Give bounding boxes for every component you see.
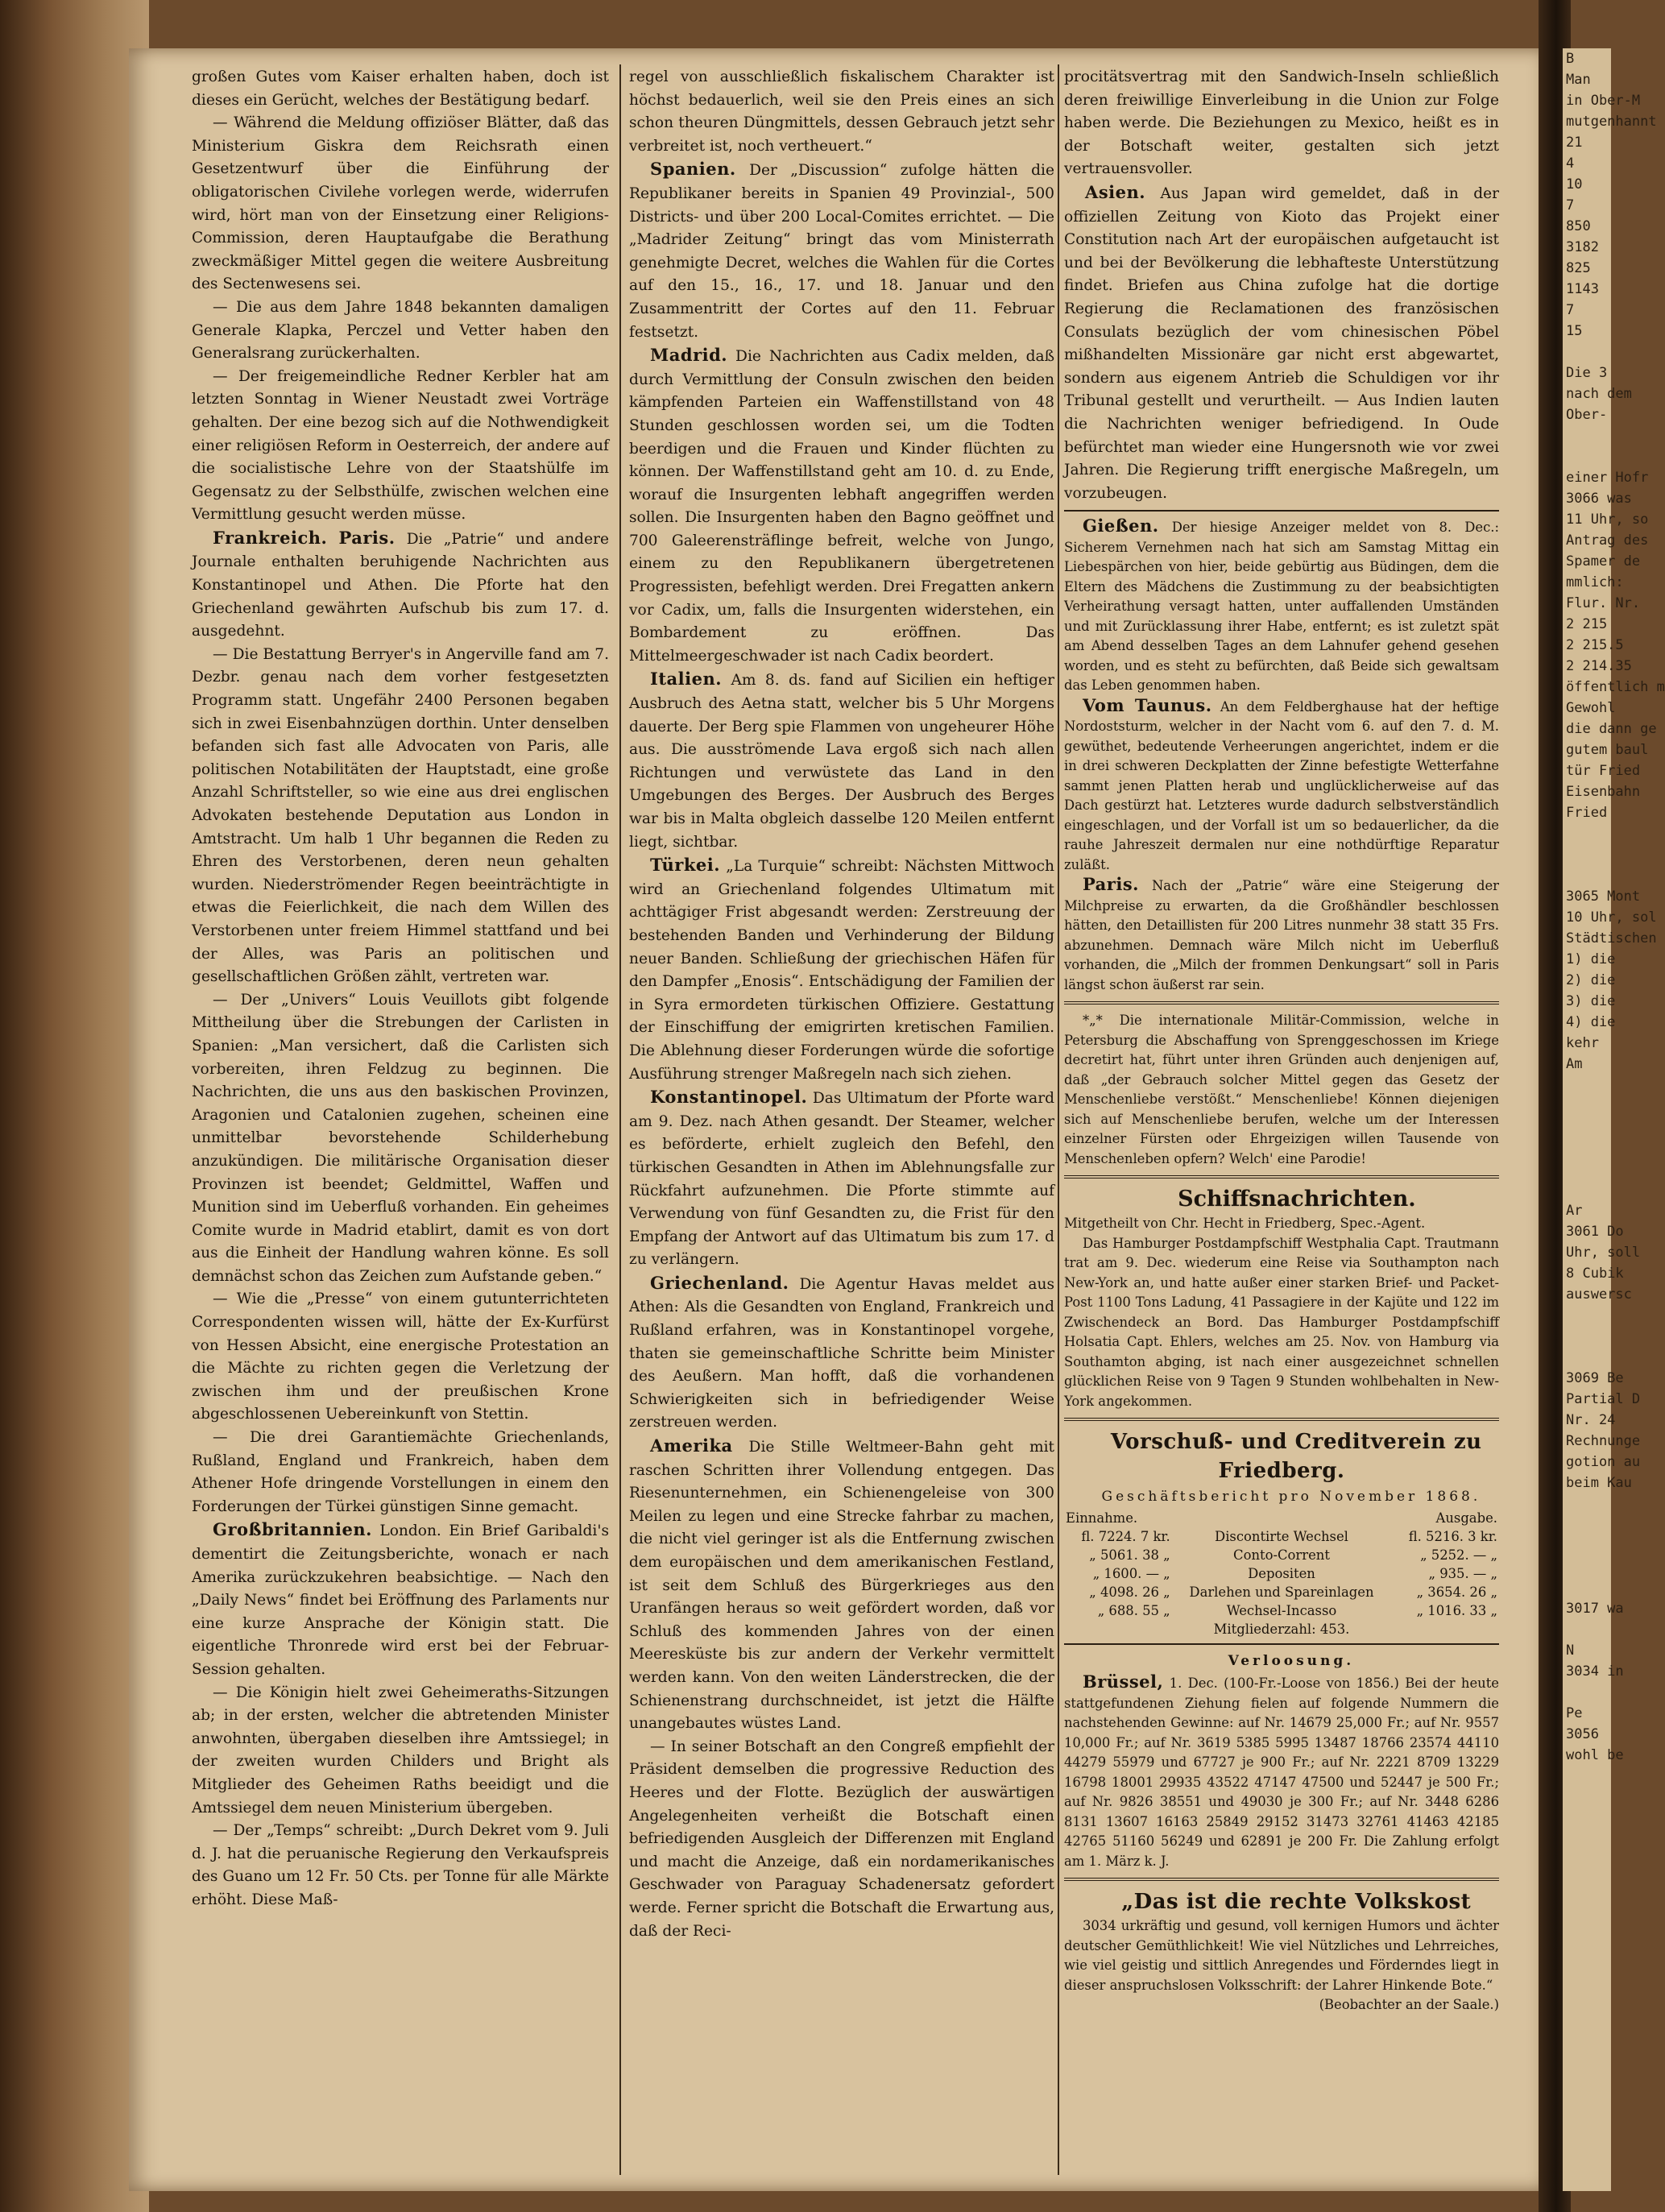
lottery-section xyxy=(1064,1672,1499,1871)
ship-news-subtitle: Mitgetheilt von Chr. Hecht in Friedberg, Spec.-Agent. xyxy=(1064,1216,1426,1232)
article-paragraph: regel von ausschließlich fiskalischem Charakter ist höchst bedauerlich, weil sie den Preis eines an sich schon theuren Düngmittels, dessen Gebrauch jetzt sehr verbreitet ist, noch vertheuert.“ xyxy=(629,68,1054,155)
dateline: Madrid. xyxy=(650,345,728,366)
adjacent-page-line xyxy=(1563,1556,1611,1577)
credit-union-title: Vorschuß- und Creditverein zu Friedberg. xyxy=(1110,1430,1482,1484)
section-heading-giessen: Gießen. xyxy=(1082,516,1159,536)
article-text: Das Ultimatum der Pforte ward am 9. Dez. nach Athen gesandt. Der Steamer, welcher es beförderte, erhielt zugleich den Befehl, den türkischen Gesandten in Athen im Ablehnungsfalle zur Rückfahrt aufzunehmen. Die Pforte stimmte auf Verwendung von fünf Gesandten zu, die Frist für den Empfang der Antwort auf das Ultimatum bis zum 17. d zu verlängern. xyxy=(629,1090,1054,1269)
adjacent-page-line: 3061 Do xyxy=(1566,1224,1624,1240)
article-text: Die Stille Weltmeer-Bahn geht mit raschen Schritten ihrer Vollendung entgegen. Das Riesenunternehmen, ein Schienengeleise von 300 Meilen zu legen und eine Strecke fahrbar zu machen, die nicht viel geringer ist als die Entfernung zwischen dem europäischen und dem amerikanischen Festland, ist seit dem Schluß des Bürgerkrieges aus den Uranfängen heraus so weit gefördert worden, daß vor Schluß des kommenden Jahres von der einen Meeresküste bis zur andern der Verkehr vermittelt werden kann. Von den weiten Länderstrecken, die der Schienenstrang durchschneidet, ist jetzt die Hälfte unangebautes wüstes Land. xyxy=(629,1439,1055,1733)
table-row xyxy=(1064,1546,1499,1564)
article-text: Die „Patrie“ und andere Journale enthalten beruhigende Nachrichten aus Konstantinopel und Athen. Die Pforte hat den Griechenland gewährten Aufschub bis zum 17. d. ausgedehnt. xyxy=(192,530,609,640)
adjacent-page-line: Rechnunge xyxy=(1566,1433,1641,1449)
adjacent-page-line: 7 xyxy=(1566,197,1575,213)
adjacent-page-line: Am xyxy=(1566,1056,1583,1072)
table-cell: Depositen xyxy=(1248,1565,1315,1581)
table-cell: „ 688. 55 „ xyxy=(1097,1602,1170,1618)
adjacent-page-line xyxy=(1563,1158,1611,1179)
column-3 xyxy=(1064,66,1499,2177)
article-text: Nach der „Patrie“ wäre eine Steigerung der Milchpreise zu erwarten, da die Großhändler beschlossen hätten, den Detaillisten für 200 Litres nunmehr 38 statt 35 Frs. abzunehmen. Demnach wäre Milch nicht im Ueberfluß vorhanden, die „Milch der frommen Denkungsart“ soll in Paris längst schon äußerst rar sein. xyxy=(1064,878,1500,992)
adjacent-page-line xyxy=(1563,865,1611,886)
adjacent-page-line: nach dem xyxy=(1566,386,1632,402)
adjacent-page-line: Spamer de xyxy=(1566,553,1641,570)
adjacent-page-line: Partial D xyxy=(1566,1391,1641,1407)
adjacent-page-line: 3017 wa xyxy=(1566,1601,1624,1617)
section-heading-spanien: Spanien. xyxy=(650,159,736,180)
ship-news-text: Das Hamburger Postdampfschiff Westphalia Capt. Trautmann trat am 9. Dec. wiederum eine Reise via Southampton nach New-York an, und hatte außer einer starken Brief- und Packet-Post 1100 Tons Ladung, 41 Passagiere in der Kajüte und 122 im Zwischendeck an Bord. Das Hamburger Postdampfschiff Holsatia Capt. Ehlers, welches am 25. Nov. von Hamburg via Southamton abging, ist nach einer ausgezeichnet schnellen glücklichen Reise von 9 Tagen 9 Stunden wohlbehalten in New-York angekommen. xyxy=(1064,1235,1499,1409)
advertisement-title: „Das ist die rechte Volkskost xyxy=(1121,1890,1472,1915)
article-section xyxy=(629,344,1054,668)
adjacent-page-line xyxy=(1563,1347,1611,1368)
member-count: Mitgliederzahl: 453. xyxy=(1213,1621,1350,1637)
section-heading-amerika: Amerika xyxy=(650,1435,733,1456)
adjacent-page-line: die dann ge xyxy=(1566,721,1657,737)
article-paragraph: — Der „Temps“ schreibt: „Durch Dekret vom 9. Juli d. J. hat die peruanische Regierung den Verkaufspreis des Guano um 12 Fr. 50 Cts. per Tonne für alle Märkte erhöht. Diese Maß- xyxy=(192,1822,609,1908)
adjacent-page-line: kehr xyxy=(1566,1035,1599,1051)
adjacent-page-line: Die 3 xyxy=(1566,365,1608,381)
section-heading-italien: Italien. xyxy=(650,669,723,690)
article-paragraph: — Die Königin hielt zwei Geheimeraths-Sitzungen ab; in der ersten, welcher die abtretenden Minister anwohnten, übergaben dieselben ihre Amtssiegel; in der zweiten wurden Childers und Bright als Mitglieder des Geheimen Raths beeidigt und die Amtssiegel dem neuen Ministerium übergeben. xyxy=(192,1684,609,1816)
article-section xyxy=(1064,181,1499,505)
section-divider xyxy=(1064,510,1499,512)
adjacent-page-line: 4 xyxy=(1566,155,1575,172)
adjacent-page-line: auswersc xyxy=(1566,1286,1632,1303)
adjacent-page-line xyxy=(1563,425,1611,446)
adjacent-page-line: 4) die xyxy=(1566,1014,1616,1030)
adjacent-page-line xyxy=(1563,342,1611,362)
adjacent-page-line: N xyxy=(1566,1642,1575,1659)
adjacent-page-line: beim Kau xyxy=(1566,1475,1632,1491)
adjacent-page-line: 850 xyxy=(1566,218,1591,234)
table-cell: Discontirte Wechsel xyxy=(1215,1528,1348,1544)
section-heading-griechenland: Griechenland. xyxy=(650,1272,789,1293)
article-paragraph: — Wie die „Presse“ von einem gutunterrichteten Correspondenten wissen will, hätte der Ex-Kurfürst von Hessen Absicht, eine energische Protestation an die Mächte zu richten gegen die Verletzung der zwischen ihm und der preußischen Krone abgeschlossenen Uebereinkunft von Stettin. xyxy=(192,1290,609,1423)
dateline: Brüssel, xyxy=(1082,1671,1164,1692)
adjacent-page-line: 3065 Mont xyxy=(1566,889,1641,905)
adjacent-page-line xyxy=(1563,1075,1611,1096)
article-paragraph: — In seiner Botschaft an den Congreß empfiehlt der Präsident demselben die progressive Reduction des Heeres und der Flotte. Bezüglich der auswärtigen Angelegenheiten verheißt die Botschaft einen befriedigenden Ausgleich der Differenzen mit England und macht die Anzeige, daß ein nordamerikanisches Geschwader von Paraguay Schadenersatz gefordert werde. Ferner spricht die Botschaft die Erwartung aus, daß der Reci- xyxy=(629,1738,1054,1940)
article-paragraph: — Der freigemeindliche Redner Kerbler hat am letzten Sonntag in Wiener Neustadt zwei Vorträge gehalten. Der eine bezog sich auf die Nothwendigkeit einer religiösen Reform in Oesterreich, der andere auf die socialistische Lehre von der Staatshülfe im Gegensatz zu der Selbsthülfe, zwischen welchen eine Vermittlung gesucht werden müsse. xyxy=(192,367,609,524)
column-rule-1 xyxy=(619,64,621,2175)
section-heading-grossbritannien: Großbritannien. xyxy=(213,1519,372,1540)
section-divider xyxy=(1064,1001,1499,1005)
column-1 xyxy=(192,66,609,2177)
ship-news-title: Schiffsnachrichten. xyxy=(1178,1187,1416,1212)
adjacent-page-line xyxy=(1563,1619,1611,1640)
table-cell: Conto-Corrent xyxy=(1233,1547,1330,1563)
section-divider xyxy=(1064,1878,1499,1881)
article-paragraph: großen Gutes vom Kaiser erhalten haben, doch ist dieses ein Gerücht, welches der Bestätigung bedarf. xyxy=(192,68,609,109)
adjacent-page-line: Fried xyxy=(1566,805,1608,821)
table-cell: „ 935. — „ xyxy=(1428,1565,1497,1581)
adjacent-page-line: B xyxy=(1566,51,1575,67)
article-text: Die Agentur Havas meldet aus Athen: Als die Gesandten von England, Frankreich und Rußland erfahren, was in Konstantinopel vorgehe, thaten sie gemeinschaftliche Schritte beim Minister des Aeußern. Man hofft, daß die vorhandenen Schwierigkeiten sich in befriedigender Weise zerstreuen werden. xyxy=(629,1275,1055,1431)
adjacent-page-line: 2 214.35 xyxy=(1566,658,1632,674)
adjacent-page-line: Flur. Nr. xyxy=(1566,595,1641,611)
adjacent-page-line: mmlich: xyxy=(1566,574,1624,590)
article-paragraph: procitätsvertrag mit den Sandwich-Inseln schließlich deren freiwillige Einverleibung in die Union zur Folge haben werde. Die Beziehungen zu Mexico, heißt es in der Botschaft weiter, gestalten sich jetzt vertrauensvoller. xyxy=(1064,68,1499,178)
section-heading-asien: Asien. xyxy=(1085,181,1146,202)
adjacent-page-line xyxy=(1563,1137,1611,1158)
adjacent-page-line: einer Hofr xyxy=(1566,470,1649,486)
table-cell: „ 1600. — „ xyxy=(1092,1565,1170,1581)
adjacent-page-line: Uhr, soll xyxy=(1566,1245,1641,1261)
column-rule-2 xyxy=(1058,64,1059,2175)
table-cell: „ 4098. 26 „ xyxy=(1089,1584,1170,1600)
credit-union-subtitle: Geschäftsbericht pro November 1868. xyxy=(1101,1489,1481,1506)
adjacent-page-line: Gewohl xyxy=(1566,700,1616,716)
article-paragraph: — Der „Univers“ Louis Veuillots gibt folgende Mittheilung über die Strebungen der Carlisten in Spanien: „Man versichert, daß die Carlisten sich vorbereiten, ihren Feldzug zu beginnen. Die Nachrichten, die uns aus den baskischen Provinzen, Aragonien und Catalonien zugehen, scheinen eine unmittelbar bevorstehende Schilderhebung anzukündigen. Die militärische Organisation dieser Provinzen ist beendet; Geldmittel, Waffen und Munition sind im Ueberfluß vorhanden. Ein geheimes Comite wurde in Madrid etablirt, damit es von dort aus die Einheit der Handlung wahren könne. Es soll demnächst schon das Zeichen zum Aufstande geben.“ xyxy=(192,991,609,1285)
adjacent-page-line xyxy=(1563,1535,1611,1556)
adjacent-page-line: 3034 in xyxy=(1566,1663,1624,1680)
article-section xyxy=(629,158,1054,344)
adjacent-page-line: 10 Uhr, sol xyxy=(1566,909,1657,926)
article-paragraph: — Die drei Garantiemächte Griechenlands, Rußland, England und Frankreich, haben dem Athener Hofe dringende Vorstellungen in einem den Forderungen der Türkei günstigen Sinne gemacht. xyxy=(192,1429,609,1515)
article-text: Der hiesige Anzeiger meldet von 8. Dec.: Sicherem Vernehmen nach hat sich am Samstag Mittag ein Liebespärchen von hier, beide gebürtig aus Büdingen, dem die Eltern des Mädchens die Zustimmung zu der beabsichtigten Verheirathung versagt hatten, unter auffallenden Umständen und mit Zurücklassung ihrer Habe, entfernt; es ist zuletzt spät am Abend desselben Tages an dem Lahnufer gehend gesehen worden, und es steht zu befürchten, daß Beide sich gewaltsam das Leben genommen haben. xyxy=(1064,520,1499,694)
adjacent-page-line: Nr. 24 xyxy=(1566,1412,1616,1428)
adjacent-page-line: Pe xyxy=(1566,1705,1583,1721)
adjacent-page-line xyxy=(1563,1577,1611,1598)
advertisement-source: (Beobachter an der Saale.) xyxy=(1319,1997,1499,2013)
article-section xyxy=(192,527,609,644)
advertisement-text: 3034 urkräftig und gesund, voll kernigen Humors und ächter deutscher Gemüthlichkeit! Wie viel Nützliches und Lehrreiches, wie viel geistig und sittlich Anregendes und Förderndes liegt in dieser anspruchslosen Volksschrift: der Lahrer Hinkende Bote.“ xyxy=(1064,1918,1499,1993)
article-paragraph: *„* Die internationale Militär-Commission, welche in Petersburg die Abschaffung von Sprenggeschossen im Kriege decretirt hat, führt unter ihren Gründen auch denjenigen auf, daß „der Gebrauch solcher Mittel gegen das Gesetz der Menschenliebe verstößt.“ Menschenliebe! Können diejenigen sich auf Menschenliebe berufen, welche um der Interessen einzelner Fürsten oder Ehrgeizigen willen Tausende von Menschenleben opfern? Welch' eine Parodie! xyxy=(1064,1013,1499,1166)
adjacent-page-line xyxy=(1563,823,1611,844)
article-text: Der „Discussion“ zufolge hätten die Republikaner bereits in Spanien 49 Provinzial-, 500 Districts- und über 200 Local-Comites errichtet. — Die „Madrider Zeitung“ bringt das vom Ministerrath genehmigte Decret, welches die Wahlen für die Cortes auf den 15., 16., 17. und 18. Januar und den Zusammentritt der Cortes auf den 11. Februar festsetzt. xyxy=(629,162,1054,341)
adjacent-page-line: 2 215 xyxy=(1566,616,1608,632)
credit-union-table xyxy=(1064,1509,1499,1638)
adjacent-page-line: tür Fried xyxy=(1566,763,1641,779)
section-divider xyxy=(1064,1643,1499,1645)
article-section xyxy=(192,1518,609,1681)
table-row xyxy=(1064,1583,1499,1601)
adjacent-page-line: 3) die xyxy=(1566,993,1616,1009)
adjacent-page-line: wohl be xyxy=(1566,1747,1624,1763)
table-cell: „ 3654. 26 „ xyxy=(1416,1584,1497,1600)
lottery-title: Verloosung. xyxy=(1228,1652,1355,1669)
table-row xyxy=(1064,1527,1499,1546)
section-heading-frankreich: Frankreich. xyxy=(213,527,328,548)
article-text: Ein Brief Garibaldi's dementirt die Zeitungsberichte, wonach er nach Amerika zurückzukehren beabsichtige. — Nach den „Daily News“ findet bei Eröffnung des Parlaments nur eine kurze Ansprache der Königin statt. Die eigentliche Thronrede wird erst bei der Februar-Session gehalten. xyxy=(192,1522,609,1678)
adjacent-page-line: 11 Uhr, so xyxy=(1566,512,1649,528)
column-header-ausgabe: Ausgabe. xyxy=(1435,1510,1497,1526)
adjacent-page-line: 8 Cubik xyxy=(1566,1265,1624,1282)
section-heading-taunus: Vom Taunus. xyxy=(1082,694,1212,715)
column-header-einnahme: Einnahme. xyxy=(1066,1510,1138,1526)
dateline: Paris. xyxy=(338,527,396,548)
adjacent-page-line xyxy=(1563,1514,1611,1535)
adjacent-page-line: 10 xyxy=(1566,176,1583,193)
adjacent-page-line: 2) die xyxy=(1566,972,1616,988)
adjacent-page-line: Antrag des xyxy=(1566,532,1649,549)
adjacent-page-line xyxy=(1563,1096,1611,1116)
article-text: Aus Japan wird gemeldet, daß in der offiziellen Zeitung von Kioto das Projekt einer Constitution nach Art der europäischen aufgetaucht ist und bei der Bevölkerung die lebhafteste Unterstützung findet. Briefen aus China zufolge hat die dortige Regierung die Reclamationen des französischen Consulats bezüglich der vom chinesischen Pöbel mißhandelten Missionäre gar nicht erst abgewartet, sondern aus eigenem Antrieb die Schuldigen vor ihr Tribunal gestellt und verurtheilt. — Aus Indien lauten die Nachrichten weniger befriedigend. In Oude befürchtet man wieder eine Hungersnoth wie vor zwei Jahren. Die Regierung trifft energische Maßregeln, um vorzubeugen. xyxy=(1064,184,1499,502)
adjacent-page-line: 1) die xyxy=(1566,951,1616,967)
adjacent-page-line: gutem baul xyxy=(1566,742,1649,758)
adjacent-page-line: in Ober-M xyxy=(1566,93,1641,109)
table-cell: „ 5061. 38 „ xyxy=(1089,1547,1170,1563)
article-section xyxy=(629,1435,1054,1736)
adjacent-page-line xyxy=(1563,1326,1611,1347)
table-cell: fl. 5216. 3 kr. xyxy=(1408,1528,1497,1544)
adjacent-page-line: Eisenbahn xyxy=(1566,784,1641,800)
adjacent-page-line: 21 xyxy=(1566,135,1583,151)
adjacent-page-line xyxy=(1563,1179,1611,1200)
article-text: An dem Feldberghause hat der heftige Nordoststurm, welcher in der Nacht vom 6. auf den 7. d. M. gewüthet, bedeutende Verheerungen angerichtet, indem er die in drei schweren Deckplatten der Zinne befestigte Wetterfahne sammt jenen Platten herab und unglücklicherweise auf das Dach gestürzt hat. Letzteres wurde dadurch selbstverständlich eingeschlagen, und der Vorfall ist um so bedauerlicher, da die rauhe Jahreszeit dermalen nur eine nothdürftige Reparatur zuläßt. xyxy=(1064,698,1499,872)
adjacent-page-line: 3069 Be xyxy=(1566,1370,1624,1386)
adjacent-page-line xyxy=(1563,844,1611,865)
article-section xyxy=(629,854,1054,1086)
article-section xyxy=(1064,875,1499,995)
adjacent-page-line: 3182 xyxy=(1566,239,1599,255)
adjacent-page-line: 3066 was xyxy=(1566,491,1632,507)
article-paragraph: — Die Bestattung Berryer's in Angerville fand am 7. Dezbr. genau nach dem vorher festgesetzten Programm statt. Ungefähr 2400 Personen begaben sich in zwei Eisenbahnzügen dorthin. Unter denselben befanden sich fast alle Advocaten von Paris, alle politischen Notabilitäten der Hauptstadt, eine große Anzahl Schriftsteller, so wie eine aus drei englischen Advokaten bestehende Deputation aus London in Amtstracht. Um halb 1 Uhr begannen die Reden zu Ehren des Verstorbenen, deren neun gehalten wurden. Niederströmender Regen beeinträchtigte in etwas die Feierlichkeit, die nach dem Willen des Verstorbenen unter freiem Himmel stattfand und bei der Alles, was Paris an politischen und gesellschaftlichen Größen zählt, vertreten war. xyxy=(192,645,609,986)
article-section xyxy=(629,1272,1054,1435)
adjacent-page-line xyxy=(1563,1305,1611,1326)
table-row xyxy=(1064,1564,1499,1583)
table-row xyxy=(1064,1601,1499,1620)
adjacent-page-line xyxy=(1563,446,1611,467)
article-text: Die Nachrichten aus Cadix melden, daß durch Vermittlung der Consuln zwischen den beiden kämpfenden Parteien ein Waffenstillstand von 48 Stunden geschlossen worden sei, um die Todten beerdigen und die Frauen und Kinder flüchten zu können. Der Waffenstillstand geht am 10. d. zu Ende, worauf die Insurgenten lebhaft angegriffen werden sollen. Die Insurgenten haben den Bagno geöffnet und 700 Galeerensträflinge befreit, welche von Jungo, einem zu den Republikanern übergetretenen Progressisten, befehligt werden. Drei Fregatten ankern vor Cadix, um, falls die Insurgenten widerstehen, ein Bombardement zu eröffnen. Das Mittelmeergeschwader ist nach Cadix beordert. xyxy=(629,348,1054,665)
adjacent-page-line: Ar xyxy=(1566,1203,1583,1219)
adjacent-page-line: 15 xyxy=(1566,323,1583,339)
dateline: London. xyxy=(379,1522,441,1540)
article-section xyxy=(1064,696,1499,876)
article-section xyxy=(629,668,1054,854)
adjacent-page-line: Ober- xyxy=(1566,407,1608,423)
adjacent-page-line: 7 xyxy=(1566,302,1575,318)
table-cell: Wechsel-Incasso xyxy=(1226,1602,1337,1618)
adjacent-page-line xyxy=(1563,1116,1611,1137)
article-paragraph: — Die aus dem Jahre 1848 bekannten damaligen Generale Klapka, Perczel und Vetter haben den Generalsrang zurückerhalten. xyxy=(192,298,609,362)
article-section xyxy=(629,1086,1054,1272)
section-heading-tuerkei: Türkei. xyxy=(650,855,721,876)
dateline: Paris. xyxy=(1082,874,1139,895)
table-cell: „ 5252. — „ xyxy=(1420,1547,1497,1563)
adjacent-page-line: 2 215.5 xyxy=(1566,637,1624,653)
table-cell: fl. 7224. 7 kr. xyxy=(1081,1528,1170,1544)
adjacent-page-fragment xyxy=(1563,48,1665,2191)
adjacent-page-line: Man xyxy=(1566,72,1591,88)
adjacent-page-line: 3056 xyxy=(1566,1726,1599,1742)
adjacent-page-line xyxy=(1563,1682,1611,1703)
article-text: Am 8. ds. fand auf Sicilien ein heftiger Ausbruch des Aetna statt, welcher bis 5 Uhr Morgens dauerte. Der Berg spie Flammen von ungeheurer Höhe aus. Die ausströmende Lava ergoß sich nach allen Richtungen und verwüstete das Land in den Umgebungen des Berges. Der Ausbruch des Berges war bis in Malta obgleich dasselbe 120 Meilen entfernt liegt, sichtbar. xyxy=(629,672,1054,851)
adjacent-page-line: Städtischen xyxy=(1566,930,1657,947)
lottery-text: 1. Dec. (100-Fr.-Loose von 1856.) Bei der heute stattgefundenen Ziehung fielen auf folgende Nummern die nachstehenden Gewinne: auf Nr. 14679 25,000 Fr.; auf Nr. 9557 10,000 Fr.; auf Nr. 3619 5385 5995 13487 18766 23574 44110 44279 55979 und 67727 je 900 Fr.; auf Nr. 2221 8709 13229 16798 18001 29935 43522 47147 47500 und 52447 je 500 Fr.; auf Nr. 9826 38551 und 49030 je 300 Fr.; auf Nr. 3448 6286 8131 13607 16163 25849 29152 31473 32761 41463 42185 42765 51160 56249 und 62891 je 200 Fr. Die Zahlung erfolgt am 1. März k. J. xyxy=(1064,1676,1499,1869)
article-text: „La Turquie“ schreibt: Nächsten Mittwoch wird an Griechenland folgendes Ultimatum mit achttägiger Frist abgesandt werden: Zerstreuung der bestehenden Banden und Verhinderung der Bildung neuer Banden. Schließung der griechischen Häfen für den Dampfer „Enosis“. Entschädigung der Familien der in Syra ermordeten türkischen Offiziere. Gestattung der Einschiffung der emigrirten kretischen Familien. Die Ablehnung dieser Forderungen würde die sofortige Ausführung strenger Maßregeln nach sich ziehen. xyxy=(629,858,1054,1083)
section-divider xyxy=(1064,1175,1499,1178)
adjacent-page-line: 825 xyxy=(1566,260,1591,276)
article-paragraph: — Während die Meldung offiziöser Blätter, daß das Ministerium Giskra dem Reichsrath einen Gesetzentwurf über die Einführung der obligatorischen Civilehe vorlegen werde, widerrufen wird, hört man von der Einsetzung einer Religions-Commission, deren Hauptaufgabe die Berathung zweckmäßiger Mittel gegen die weitere Ausbreitung des Sectenwesens sei. xyxy=(192,114,609,293)
column-2 xyxy=(629,66,1054,2177)
adjacent-page-line xyxy=(1563,1493,1611,1514)
adjacent-page-line: öffentlich m xyxy=(1566,679,1665,695)
book-binding-left xyxy=(0,0,149,2212)
article-section xyxy=(1064,516,1499,696)
table-cell: „ 1016. 33 „ xyxy=(1416,1602,1497,1618)
table-cell: Darlehen und Spareinlagen xyxy=(1189,1584,1374,1600)
section-divider xyxy=(1064,1418,1499,1421)
adjacent-page-line: gotion au xyxy=(1566,1454,1641,1470)
adjacent-page-line: mutgenhannt xyxy=(1566,114,1657,130)
adjacent-page-line: 1143 xyxy=(1566,281,1599,297)
dateline: Konstantinopel. xyxy=(650,1087,808,1108)
